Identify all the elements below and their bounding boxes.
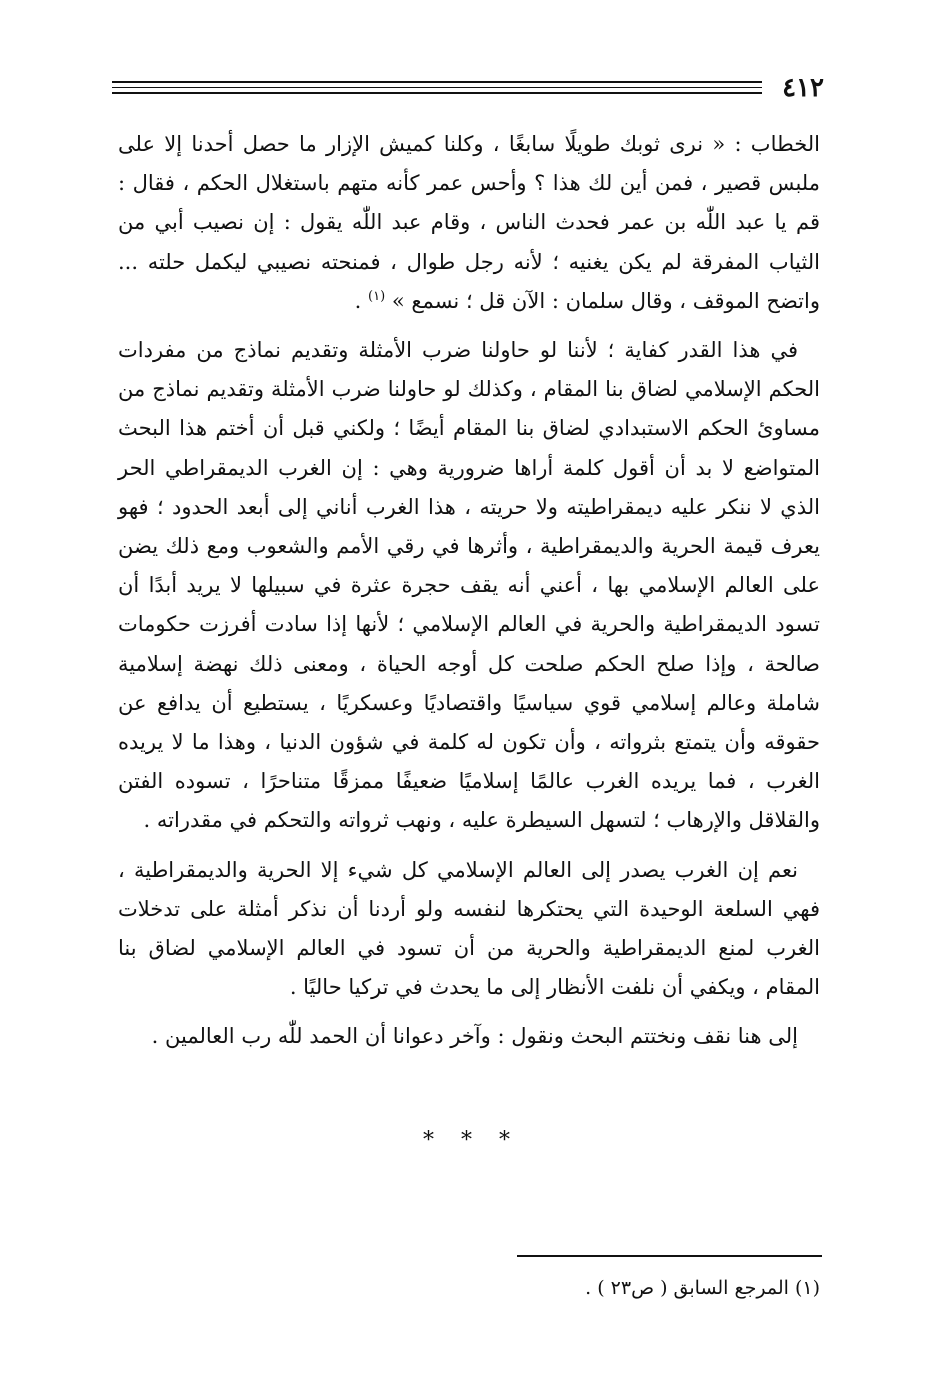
footnote-reference: (١) (368, 288, 386, 304)
page-number: ٤١٢ (782, 73, 824, 103)
paragraph-1-end: . (354, 288, 369, 313)
paragraph-3: نعم إن الغرب يصدر إلى العالم الإسلامي كل شيء إلا الحرية والديمقراطية ، فهي السلعة الوحيدة التي يحتكرها لنفسه ولو أردنا أن نذكر أمثلة على تدخلات الغرب لمنع الديمقراطية والحرية من أن تسود في العالم الإسلامي لضاق بنا المقام ، ويكفي أن نلفت الأنظار إلى ما يحدث في تركيا حاليًا . (118, 857, 820, 1000)
page-header (112, 68, 824, 108)
header-rule-middle (112, 87, 762, 88)
body-text (118, 125, 820, 1067)
paragraph-1 (118, 125, 820, 321)
footnote-1: (١) المرجع السابق ( ص٢٣ ) . (585, 1277, 820, 1299)
section-separator: * * * (423, 1128, 520, 1153)
paragraph-1-text: الخطاب : « نرى ثوبك طويلًا سابغًا ، وكلنا كميش الإزار ما حصل أحدنا إلا على ملبس قصير ، فمن أين لك هذا ؟ وأحس عمر كأنه متهم باستغلال الحكم ، فقال : قم يا عبد اللّٰه بن عمر فحدث الناس ، وقام عبد اللّٰه يقول : إن نصيب أبي من الثياب المفرقة لم يكن يغنيه ؛ لأنه رجل طوال ، فمنحته نصيبي ليكمل حلته ... واتضح الموقف ، وقال سلمان : الآن قل ؛ نسمع » (118, 132, 820, 313)
header-rule-top (112, 81, 762, 83)
header-rule-bottom (112, 92, 762, 94)
paragraph-4: إلى هنا نقف ونختتم البحث ونقول : وآخر دعوانا أن الحمد للّٰه رب العالمين . (151, 1024, 798, 1049)
paragraph-2: في هذا القدر كفاية ؛ لأننا لو حاولنا ضرب الأمثلة وتقديم نماذج من مفردات الحكم الإسلامي لضاق بنا المقام ، وكذلك لو حاولنا ضرب الأمثلة وتقديم نماذج من مساوئ الحكم الاستبدادي لضاق بنا المقام أيضًا ؛ ولكني قبل أن أختم هذا البحث المتواضع لا بد أن أقول كلمة أراها ضرورية وهي : إن الغرب الديمقراطي الحر الذي لا ننكر عليه ديمقراطيته ولا حريته ، هذا الغرب أناني إلى أبعد الحدود ؛ فهو يعرف قيمة الحرية والديمقراطية ، وأثرها في رقي الأمم والشعوب ومع ذلك يضن على العالم الإسلامي بها ، أعني أنه يقف حجرة عثرة في سبيلها لا يريد أبدًا أن تسود الديمقراطية والحرية في العالم الإسلامي ؛ لأنها إذا سادت أفرزت حكومات صالحة ، وإذا صلح الحكم صلحت كل أوجه الحياة ، ومعنى ذلك نهضة إسلامية شاملة وعالم إسلامي قوي سياسيًا واقتصاديًا وعسكريًا ، يستطيع أن يدافع عن حقوقه وأن يتمتع بثرواته ، وأن تكون له كلمة في شؤون الدنيا ، وهذا ما لا يريده الغرب ، فما يريده الغرب عالمًا إسلاميًا ضعيفًا ممزقًا متناحرًا ، تسوده الفتن والقلاقل والإرهاب ؛ لتسهل السيطرة عليه ، ونهب ثرواته والتحكم في مقدراته . (118, 338, 821, 833)
footnote-rule (517, 1255, 822, 1257)
